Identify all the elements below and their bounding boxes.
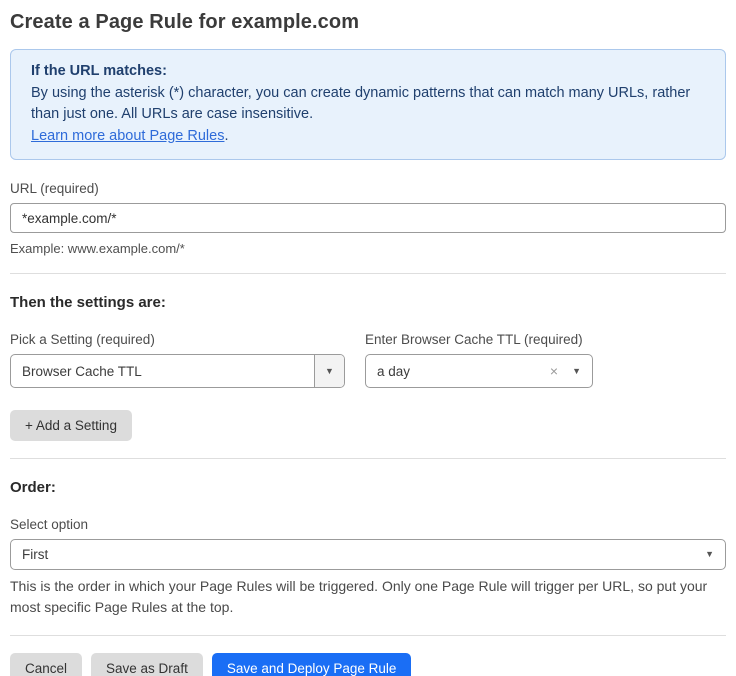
url-example-helper: Example: www.example.com/* [10, 241, 185, 256]
footer-actions [10, 653, 726, 676]
learn-more-link[interactable]: Learn more about Page Rules [31, 127, 225, 144]
ttl-picker-label: Enter Browser Cache TTL (required) [365, 332, 583, 347]
chevron-down-icon: ▼ [705, 549, 714, 559]
info-box-heading: If the URL matches: [31, 63, 167, 79]
link-suffix: . [224, 127, 229, 144]
cancel-button[interactable]: Cancel [10, 653, 82, 676]
order-select[interactable] [10, 539, 726, 570]
divider-footer [10, 635, 726, 636]
url-match-info-box [10, 49, 726, 160]
add-setting-button[interactable]: + Add a Setting [10, 410, 132, 441]
clear-icon[interactable]: × [549, 363, 559, 379]
setting-picker-column [10, 311, 345, 388]
save-as-draft-button[interactable]: Save as Draft [91, 653, 203, 676]
order-section-heading: Order: [10, 479, 56, 496]
setting-picker-label: Pick a Setting (required) [10, 332, 155, 347]
divider-order [10, 458, 726, 459]
page-title: Create a Page Rule for example.com [10, 11, 360, 33]
order-select-label: Select option [10, 517, 89, 532]
order-select-value: First [22, 547, 49, 562]
setting-picker-select[interactable] [10, 354, 345, 388]
settings-row [10, 311, 726, 388]
setting-picker-value: Browser Cache TTL [22, 363, 142, 379]
chevron-down-icon: ▼ [572, 365, 581, 376]
save-and-deploy-button[interactable]: Save and Deploy Page Rule [212, 653, 412, 676]
chevron-down-icon: ▼ [325, 365, 334, 376]
order-helper-text: This is the order in which your Page Rules will be triggered. Only one Page Rule will trigger per URL, so put your most specific Page Rules at the top. [10, 578, 708, 615]
ttl-picker-select[interactable] [365, 354, 593, 388]
url-field-label: URL (required) [10, 181, 99, 196]
ttl-picker-value: a day [377, 363, 411, 379]
info-box-link-line [31, 126, 705, 148]
settings-section-heading: Then the settings are: [10, 294, 166, 311]
ttl-picker-column [365, 311, 593, 388]
info-box-body: By using the asterisk (*) character, you can create dynamic patterns that can match many URLs, rather than just one. All URLs are case insensitive. [31, 84, 691, 122]
setting-picker-caret-box[interactable] [314, 355, 344, 387]
divider-settings [10, 273, 726, 274]
url-input[interactable] [10, 203, 726, 233]
